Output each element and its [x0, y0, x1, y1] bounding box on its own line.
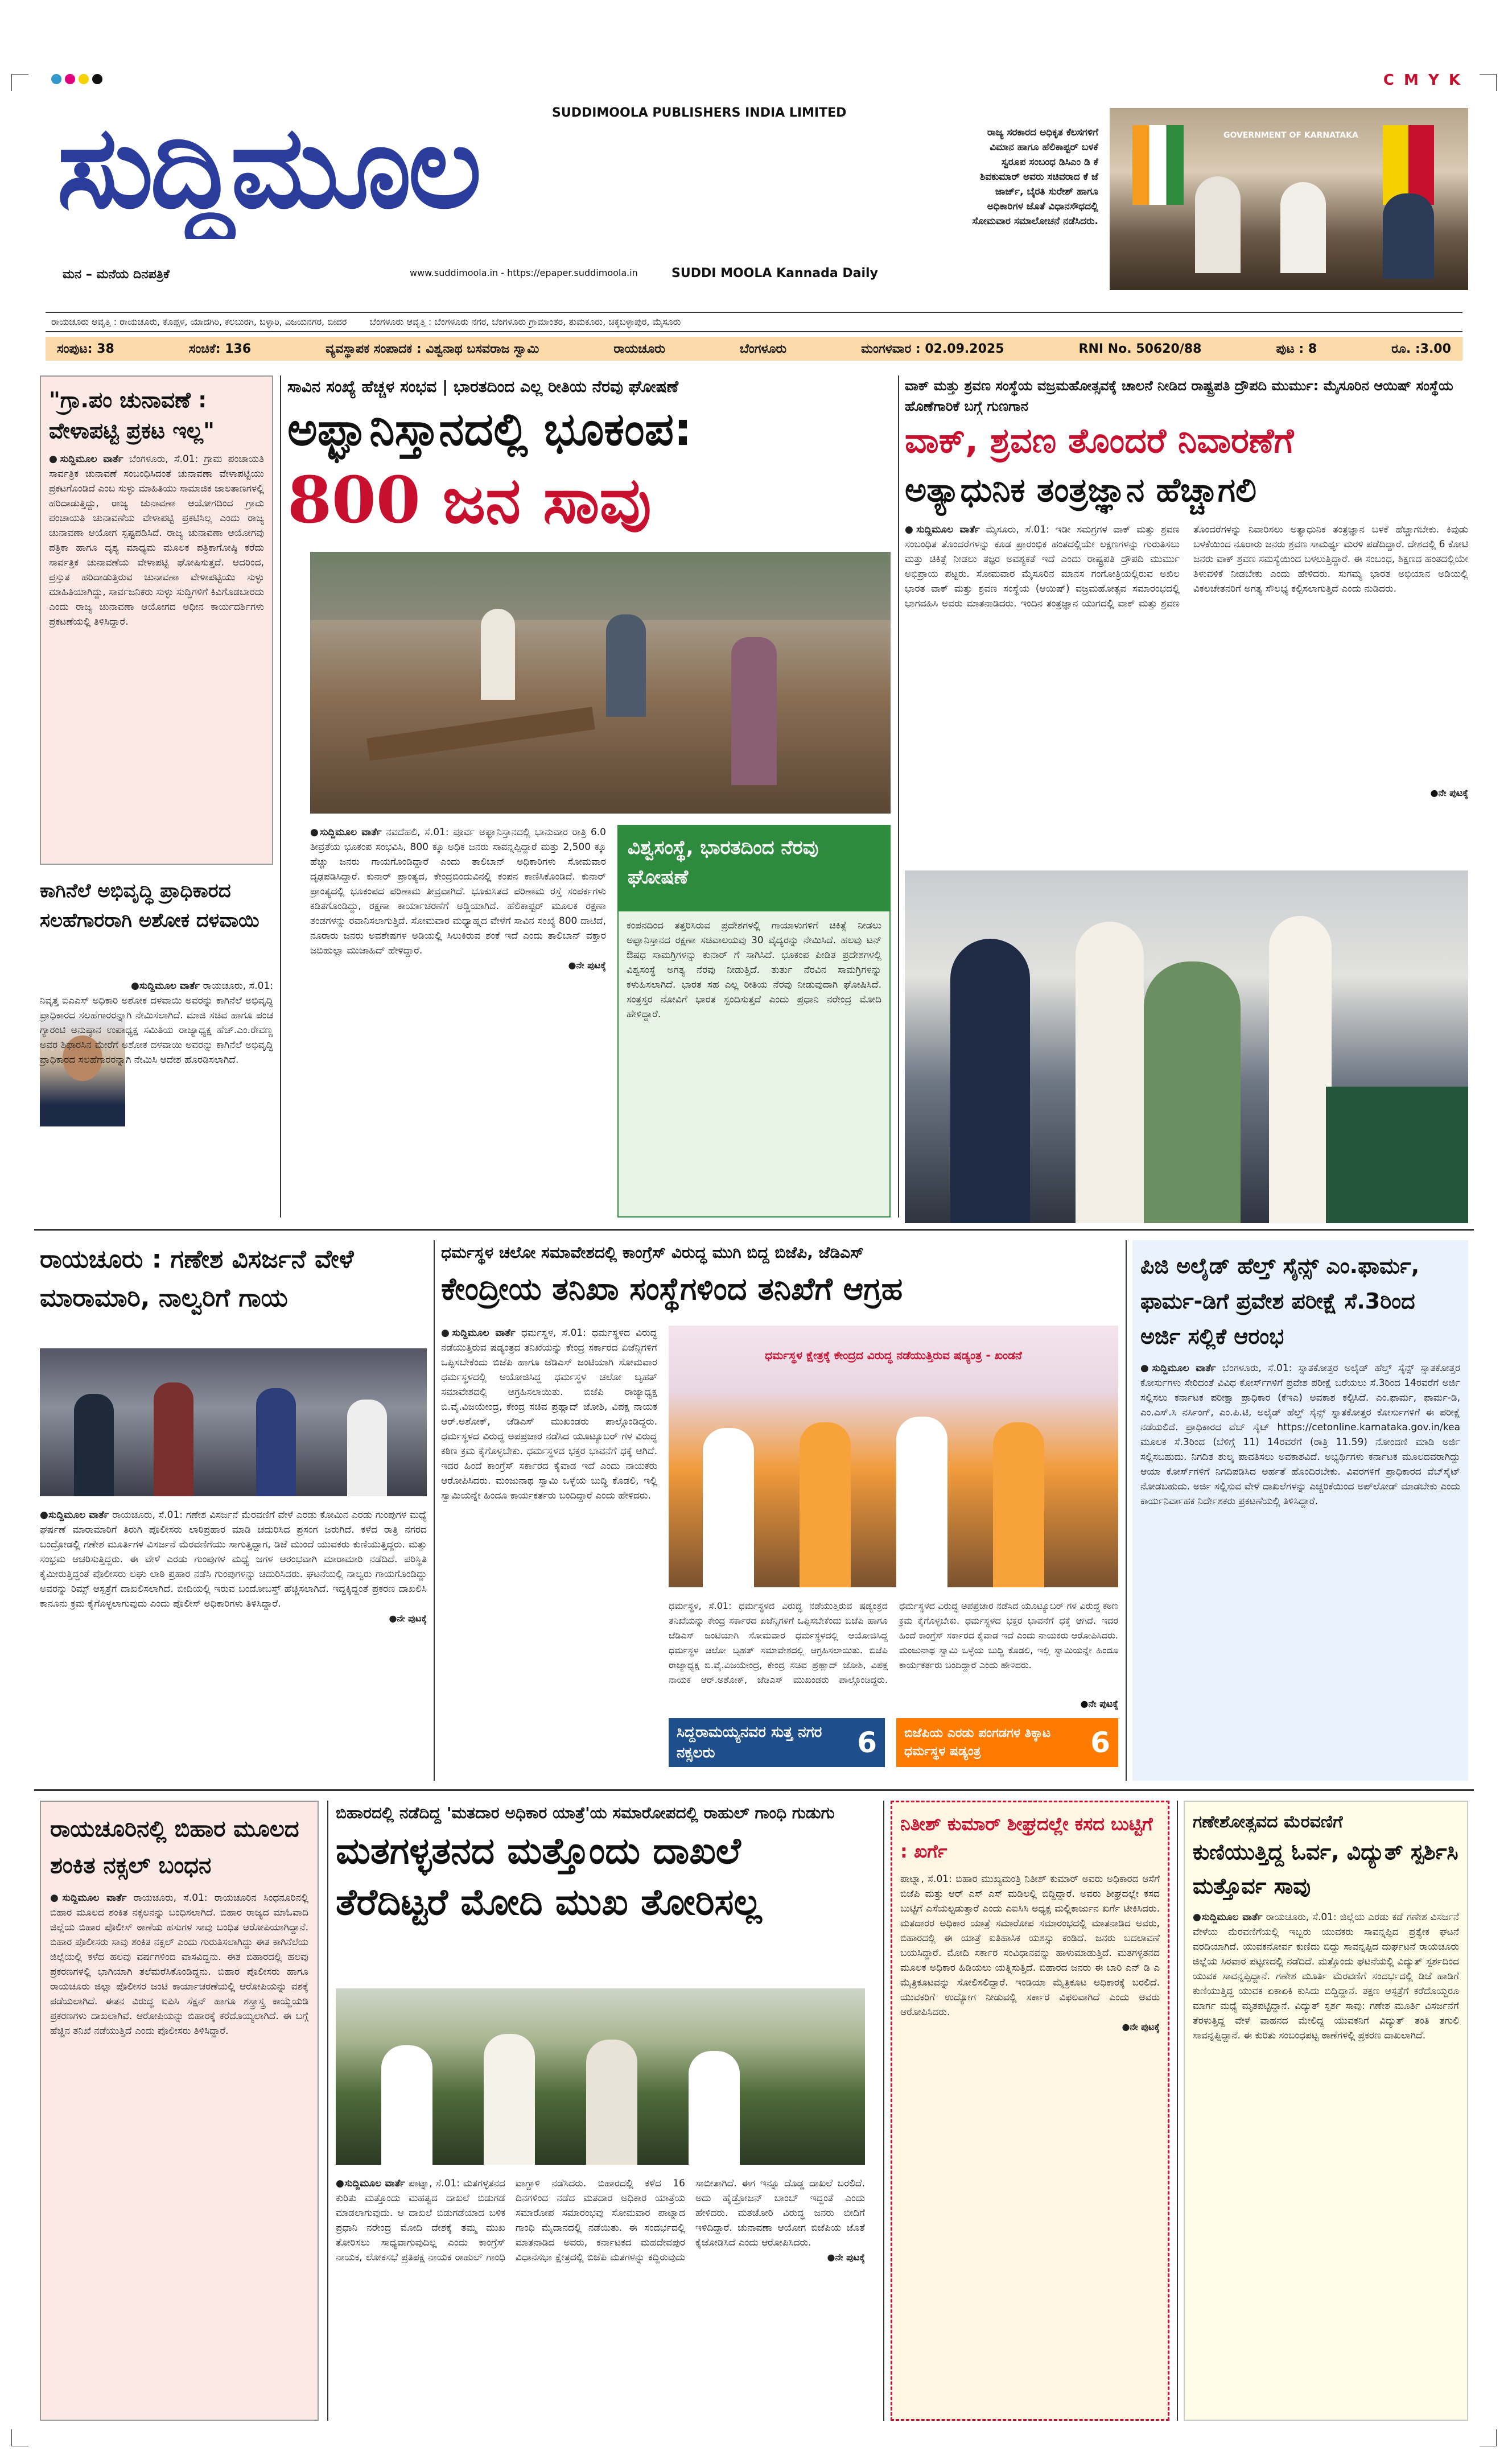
row3-right-body: ರಾಯಚೂರು, ಸೆ.01: ಜಿಲ್ಲೆಯ ಎರಡು ಕಡೆ ಗಣೇಶ ವಿಸರ್ಜನೆ ವೇಳೆಯ ಮೆರವಣಿಗೆಯಲ್ಲಿ ಇಬ್ಬರು ಯುವಕರು ಸಾವನ್ನಪ್ಪಿದ ಪ್ರತ್ಯೇಕ ಘಟನೆ ವರದಿಯಾಗಿದೆ. ಯುವಕನೋರ್ವ ಕುಣಿದು ಬಿದ್ದು ಸಾವನ್ನಪ್ಪಿದ ದುರ್ಘಟನೆ ರಾಯಚೂರು ಜಿಲ್ಲೆಯ ಸಿರವಾರ ಪಟ್ಟಣದಲ್ಲಿ ನಡೆದಿದೆ. ಮತ್ತೊಂದು ಘಟನೆಯಲ್ಲಿ ವಿದ್ಯುತ್ ಸ್ಪರ್ಶದಿಂದ ಯುವಕ ಸಾವನ್ನಪ್ಪಿದ್ದಾನೆ. ಗಣೇಶ ಮೂರ್ತಿ ಮೆರವಣಿಗೆ ಸಂದರ್ಭದಲ್ಲಿ ಡಿಜೆ ಹಾಡಿಗೆ ಕುಣಿಯುತ್ತಿದ್ದ ಯುವಕ ಏಕಾಏಕಿ ಕುಸಿದು ಬಿದ್ದಿದ್ದಾನೆ. ತಕ್ಷಣ ಆಸ್ಪತ್ರೆಗೆ ಕರೆದೊಯ್ದರೂ ಮಾರ್ಗ ಮಧ್ಯೆ ಮೃತಪಟ್ಟಿದ್ದಾನೆ. ವಿದ್ಯುತ್ ಸ್ಪರ್ಶ ಸಾವು: ಗಣೇಶ ಮೂರ್ತಿ ವಿಸರ್ಜನೆಗೆ ತೆರಳುತ್ತಿದ್ದ ವೇಳೆ ವಾಹನದ ಮೇಲಿದ್ದ ಯುವಕನಿಗೆ ವಿದ್ಯುತ್ ತಂತಿ ತಗುಲಿ ಸಾವನ್ನಪ್ಪಿದ್ದಾನೆ. ಈ ಕುರಿತು ಸಂಬಂಧಪಟ್ಟ ಠಾಣೆಗಳಲ್ಲಿ ಪ್ರಕರಣ ದಾಖಲಾಗಿದೆ.: [1193, 1912, 1459, 2041]
divider: [327, 1801, 328, 2421]
info-volume: ಸಂಪುಟ: 38: [57, 341, 114, 356]
row2-mid-credit: ●ನೇ ಪುಟಕ್ಕೆ: [1080, 1698, 1118, 1709]
row3-mid-credit: ●ನೇ ಪುಟಕ್ಕೆ: [827, 2252, 865, 2263]
row2-left-article: [40, 1240, 427, 1781]
crop-mark-bl: [11, 2429, 28, 2446]
masthead: [57, 91, 990, 307]
divider: [883, 1801, 884, 2421]
divider: [1177, 1801, 1178, 2421]
row3-mid-photo: [336, 1988, 865, 2165]
teaser-2-text: ಬಿಜೆಪಿಯ ಎರಡು ಪಂಗಡಗಳ ತಿಕ್ಕಾಟ ಧರ್ಮಸ್ಥಳ ಷಡ್ಯಂತ್ರ: [904, 1726, 1051, 1759]
row2-left-photo: [40, 1348, 427, 1496]
lead-kicker: ಸಾವಿನ ಸಂಖ್ಯೆ ಹೆಚ್ಚಳ ಸಂಭವ | ಭಾರತದಿಂದ ಎಲ್ಲ ರೀತಿಯ ನೆರವು ಘೋಷಣೆ: [287, 377, 679, 396]
row3-mid-kicker: ಬಿಹಾರದಲ್ಲಿ ನಡೆದಿದ್ದ 'ಮತದಾರ ಅಧಿಕಾರ ಯಾತ್ರೆ'ಯ ಸಮಾರೋಪದಲ್ಲಿ ರಾಹುಲ್ ಗಾಂಧಿ ಗುಡುಗು: [336, 1803, 835, 1822]
crop-mark-tl: [11, 74, 28, 91]
info-city1: ರಾಯಚೂರು: [613, 341, 665, 356]
edition-line: [46, 312, 1462, 332]
cmyk-label: C M Y K: [1383, 72, 1462, 89]
divider: [1126, 1240, 1127, 1781]
right-article-1: [905, 375, 1468, 1223]
divider: [898, 375, 899, 1217]
right1-kicker: ವಾಕ್ ಮತ್ತು ಶ್ರವಣ ಸಂಸ್ಥೆಯ ವಜ್ರಮಹೋತ್ಸವಕ್ಕೆ ಚಾಲನೆ ನೀಡಿದ ರಾಷ್ಟ್ರಪತಿ ದ್ರೌಪದಿ ಮುರ್ಮು: ಮೈಸೂರಿನ ಆಯಿಷ್ ಸಂಸ್ಥೆಯ ಹೊಣೆಗಾರಿಕೆ ಬಗ್ಗೆ ಗುಣಗಾನ: [905, 378, 1453, 414]
ear-photo: [1110, 108, 1468, 290]
lead-sub-body: ಕಂಪನದಿಂದ ತತ್ತರಿಸಿರುವ ಪ್ರದೇಶಗಳಲ್ಲಿ ಗಾಯಾಳುಗಳಿಗೆ ಚಿಕಿತ್ಸೆ ನೀಡಲು ಅಫ್ಘಾನಿಸ್ತಾನದ ರಕ್ಷಣಾ ಸಚಿವಾಲಯವು 30 ವೈದ್ಯರನ್ನು ನೇಮಿಸಿದೆ. ಹಲವು ಟನ್ ಔಷಧ ಸಾಮಗ್ರಿಗಳನ್ನು ಕುನಾರ್ ಗೆ ಸಾಗಿಸಿದೆ. ಭೂಕಂಪ ಪೀಡಿತ ಪ್ರದೇಶಗಳಲ್ಲಿ ವಿಶ್ವಸಂಸ್ಥೆ ಅಗತ್ಯ ನೆರವು ನೀಡುತ್ತಿದೆ. ತುರ್ತು ನೆರವಿನ ಸಾಮಗ್ರಿಗಳನ್ನು ಕಳುಹಿಸಲಾಗಿದೆ. ಭಾರತ ಸಹ ಎಲ್ಲ ರೀತಿಯ ನೆರವು ನೀಡುವುದಾಗಿ ಘೋಷಿಸಿದೆ. ಸಂತ್ರಸ್ತರ ನೋವಿಗೆ ಭಾರತ ಸ್ಪಂದಿಸುತ್ತದೆ ಎಂದು ಪ್ರಧಾನಿ ನರೇಂದ್ರ ಮೋದಿ ಹೇಳಿದ್ದಾರೆ.: [627, 920, 881, 1020]
row3-left-title: ರಾಯಚೂರಿನಲ್ಲಿ ಬಿಹಾರ ಮೂಲದ ಶಂಕಿತ ನಕ್ಸಲ್ ಬಂಧನ: [50, 1816, 299, 1879]
teaser-1-text: ಸಿದ್ದರಾಮಯ್ಯನವರ ಸುತ್ತ ನಗರ ನಕ್ಸಲರು: [677, 1724, 822, 1761]
crop-mark-br: [1480, 2429, 1497, 2446]
right1-byline: ●ಸುದ್ದಿಮೂಲ ವಾರ್ತೆ: [905, 524, 980, 535]
right1-photo: [905, 870, 1468, 1223]
row2-mid-kicker: ಧರ್ಮಸ್ಥಳ ಚಲೋ ಸಮಾವೇಶದಲ್ಲಿ ಕಾಂಗ್ರೆಸ್ ವಿರುದ್ಧ ಮುಗಿ ಬಿದ್ದ ಬಿಜೆಪಿ, ಜೆಡಿಎಸ್: [441, 1243, 864, 1262]
teaser-1-page: 6: [857, 1726, 877, 1759]
lead-article: [287, 375, 891, 1223]
info-pages: ಪುಟ : 8: [1276, 341, 1317, 356]
crop-mark-tr: [1480, 74, 1497, 91]
row2-right-title: ಪಿಜಿ ಅಲೈಡ್ ಹೆಲ್ತ್ ಸೈನ್ಸ್ ಎಂ.ಫಾರ್ಮ, ಫಾರ್ಮ-ಡಿಗೆ ಪ್ರವೇಶ ಪರೀಕ್ಷೆ ಸೆ.3ರಿಂದ ಅರ್ಜಿ ಸಲ್ಲಿಕೆ ಆರಂಭ: [1140, 1253, 1420, 1349]
row2-mid-body-cont: ಧರ್ಮಸ್ಥಳ, ಸೆ.01: ಧರ್ಮಸ್ಥಳದ ವಿರುದ್ಧ ನಡೆಯುತ್ತಿರುವ ಷಡ್ಯಂತ್ರದ ತನಿಖೆಯನ್ನು ಕೇಂದ್ರ ಸರ್ಕಾರದ ಏಜೆನ್ಸಿಗಳಿಗೆ ಒಪ್ಪಿಸಬೇಕೆಂದು ಬಿಜೆಪಿ ಹಾಗೂ ಜೆಡಿಎಸ್ ಜಂಟಿಯಾಗಿ ಸೋಮವಾರ ಧರ್ಮಸ್ಥಳದಲ್ಲಿ ಆಯೋಜಿಸಿದ್ದ ಧರ್ಮಸ್ಥಳ ಚಲೋ ಬೃಹತ್ ಸಮಾವೇಶದಲ್ಲಿ ಆಗ್ರಹಿಸಲಾಯಿತು. ಬಿಜೆಪಿ ರಾಜ್ಯಾಧ್ಯಕ್ಷ ಬಿ.ವೈ.ವಿಜಯೇಂದ್ರ, ಕೇಂದ್ರ ಸಚಿವ ಪ್ರಹ್ಲಾದ್ ಜೋಶಿ, ವಿಪಕ್ಷ ನಾಯಕ ಆರ್.ಅಶೋಕ್, ಜೆಡಿಎಸ್ ಮುಖಂಡರು ಪಾಲ್ಗೊಂಡಿದ್ದರು. ಧರ್ಮಸ್ಥಳದ ವಿರುದ್ಧ ಅಪಪ್ರಚಾರ ನಡೆಸಿದ ಯೂಟ್ಯೂಬರ್ ಗಳ ವಿರುದ್ಧ ಕಠಿಣ ಕ್ರಮ ಕೈಗೊಳ್ಳಬೇಕು. ಧರ್ಮಸ್ಥಳದ ಭಕ್ತರ ಭಾವನೆಗೆ ಧಕ್ಕೆ ಆಗಿದೆ. ಇದರ ಹಿಂದೆ ಕಾಂಗ್ರೆಸ್ ಸರ್ಕಾರದ ಕೈವಾಡ ಇದೆ ಎಂದು ನಾಯಕರು ಆರೋಪಿಸಿದರು. ಮಂಜುನಾಥ ಸ್ವಾಮಿ ಒಳ್ಳೆಯ ಬುದ್ಧಿ ಕೊಡಲಿ, ಇಲ್ಲಿ ಸ್ವಾಮಿಯನ್ನೇ ಹಿಂದೂ ಕಾರ್ಯಕರ್ತರು ಬಂದಿದ್ದಾರೆ ಎಂದು ಹೇಳಿದರು.: [669, 1600, 1118, 1685]
lead-byline: ●ಸುದ್ದಿಮೂಲ ವಾರ್ತೆ: [310, 827, 382, 838]
teaser-1[interactable]: [669, 1718, 885, 1767]
row2-mid-byline: ●ಸುದ್ದಿಮೂಲ ವಾರ್ತೆ: [441, 1327, 516, 1339]
left-article-1: [40, 375, 273, 865]
tagline: ಮನ – ಮನೆಯ ದಿನಪತ್ರಿಕೆ: [63, 267, 170, 282]
row3-mid-byline: ●ಸುದ್ದಿಮೂಲ ವಾರ್ತೆ: [336, 2178, 406, 2189]
left2-byline: ●ಸುದ್ದಿಮೂಲ ವಾರ್ತೆ: [131, 980, 200, 992]
info-bar: [46, 337, 1462, 361]
row3-c3-credit: ●ನೇ ಪುಟಕ್ಕೆ: [1122, 2021, 1160, 2032]
edition-bengaluru: ಬೆಂಗಳೂರು ಆವೃತ್ತಿ : ಬೆಂಗಳೂರು ನಗರ, ಬೆಂಗಳೂರು ಗ್ರಾಮಾಂತರ, ತುಮಕೂರು, ಚಿಕ್ಕಬಳ್ಳಾಪುರ, ಮೈಸೂರು: [369, 316, 681, 327]
left1-title: "ಗ್ರಾ.ಪಂ ಚುನಾವಣೆ : ವೇಳಾಪಟ್ಟಿ ಪ್ರಕಟ ಇಲ್ಲ": [49, 387, 215, 443]
divider: [434, 1240, 435, 1781]
info-date: ಮಂಗಳವಾರ : 02.09.2025: [861, 341, 1004, 356]
row3-c3-article: [891, 1801, 1169, 2421]
row2-right-article: [1132, 1240, 1468, 1781]
lead-title: ಅಫ್ಘಾನಿಸ್ತಾನದಲ್ಲಿ ಭೂಕಂಪ:: [287, 403, 692, 456]
right1-body: ಮೈಸೂರು, ಸೆ.01: ಇಡೀ ಸಮಗ್ರಗಳ ವಾಕ್ ಮತ್ತು ಶ್ರವಣ ಸಂಬಂಧಿತ ತೊಂದರೆಗಳನ್ನು ಕೂಡ ಪ್ರಾರಂಭಿಕ ಹಂತದಲ್ಲಿಯೇ ಲಕ್ಷಣಗಳನ್ನು ಗುರುತಿಸಲು ಮತ್ತು ಚಿಕಿತ್ಸೆ ನೀಡಲು ತಜ್ಞರ ಅವಶ್ಯಕತೆ ಇದೆ ಎಂದು ರಾಷ್ಟ್ರಪತಿ ದ್ರೌಪದಿ ಮುರ್ಮು ಅಭಿಪ್ರಾಯ ಪಟ್ಟರು. ಸೋಮವಾರ ಮೈಸೂರಿನ ಮಾನಸ ಗಂಗೋತ್ರಿಯಲ್ಲಿರುವ ಅಖಿಲ ಭಾರತ ವಾಕ್ ಮತ್ತು ಶ್ರವಣ ಸಂಸ್ಥೆಯ (ಆಯಿಷ್) ವಜ್ರಮಹೋತ್ಸವ ಸಮಾರಂಭದಲ್ಲಿ ಭಾಗವಹಿಸಿ ಅವರು ಮಾತನಾಡಿದರು. ಇಂದಿನ ತಂತ್ರಜ್ಞಾನ ಯುಗದಲ್ಲಿ ವಾಕ್ ಮತ್ತು ಶ್ರವಣ ತೊಂದರೆಗಳನ್ನು ನಿವಾರಿಸಲು ಅತ್ಯಾಧುನಿಕ ತಂತ್ರಜ್ಞಾನ ಬಳಕೆ ಹೆಚ್ಚಾಗಬೇಕು. ಕಿವುಡು ಬಳಕೆಯಿಂದ ನೂರಾರು ಜನರು ಶ್ರವಣ ಸಾಮರ್ಥ್ಯ ಮರಳಿ ಪಡೆದಿದ್ದಾರೆ. ದೇಶದಲ್ಲಿ 6 ಕೋಟಿ ಜನರು ವಾಕ್ ಶ್ರವಣ ಸಮಸ್ಯೆಯಿಂದ ಬಳಲುತ್ತಿದ್ದಾರೆ. ಈ ಸಂಬಂಧ, ಶಿಕ್ಷಣದ ಹಂತದಲ್ಲಿಯೇ ತಿಳುವಳಿಕೆ ನೀಡಬೇಕು ಎಂದು ಹೇಳಿದರು. ಸುಗಮ್ಯ ಭಾರತ ಅಭಿಯಾನ ಅಡಿಯಲ್ಲಿ ವಿಕಲಚೇತನರಿಗೆ ಅಗತ್ಯ ಸೌಲಭ್ಯ ಕಲ್ಪಿಸಲಾಗುತ್ತಿದೆ ಎಂದು ನುಡಿದರು.: [905, 524, 1468, 609]
row3-mid-article: [336, 1801, 876, 2421]
divider: [34, 1229, 1474, 1231]
row2-mid-article: [441, 1240, 1118, 1786]
publisher-name: SUDDIMOOLA PUBLISHERS INDIA LIMITED: [552, 106, 847, 120]
lead-sub-box: [617, 825, 891, 1217]
lead-body: ನವದೆಹಲಿ, ಸೆ.01: ಪೂರ್ವ ಅಫ್ಘಾನಿಸ್ತಾನದಲ್ಲಿ ಭಾನುವಾರ ರಾತ್ರಿ 6.0 ತೀವ್ರತೆಯ ಭೂಕಂಪ ಸಂಭವಿಸಿ, 800 ಕ್ಕೂ ಅಧಿಕ ಜನರು ಸಾವನ್ನಪ್ಪಿದ್ದಾರೆ ಮತ್ತು 2,500 ಕ್ಕೂ ಹೆಚ್ಚು ಜನರು ಗಾಯಗೊಂಡಿದ್ದಾರೆ ಎಂದು ತಾಲಿಬಾನ್ ಅಧಿಕಾರಿಗಳು ಸೋಮವಾರ ದೃಢಪಡಿಸಿದ್ದಾರೆ. ಕುನಾರ್ ಪ್ರಾಂತ್ಯದ, ಕೇಂದ್ರಬಿಂದುವಿನಲ್ಲಿ ಕಂಪನ ಕಾಣಿಸಿಕೊಂಡಿದೆ. ಕುನಾರ್ ಪ್ರಾಂತ್ಯದಲ್ಲಿ ಭೂಕಂಪದ ಪರಿಣಾಮ ತೀವ್ರವಾಗಿದೆ. ಭೂಕುಸಿತದ ಪರಿಣಾಮ ರಸ್ತೆ ಸಂಪರ್ಕಗಳು ಕಡಿತಗೊಂಡಿದ್ದು, ರಕ್ಷಣಾ ಕಾರ್ಯಾಚರಣೆಗೆ ಅಡ್ಡಿಯಾಗಿದೆ. ಹೆಲಿಕಾಪ್ಟರ್ ಮೂಲಕ ರಕ್ಷಣಾ ತಂಡಗಳನ್ನು ರವಾನಿಸಲಾಗುತ್ತಿದೆ. ಸೋಮವಾರ ಮಧ್ಯಾಹ್ನದ ವೇಳೆಗೆ ಸಾವಿನ ಸಂಖ್ಯೆ 800 ದಾಟಿದೆ, ನೂರಾರು ಜನರು ಅವಶೇಷಗಳ ಅಡಿಯಲ್ಲಿ ಸಿಲುಕಿರುವ ಶಂಕೆ ಇದೆ ಎಂದು ತಾಲಿಬಾನ್ ವಕ್ತಾರ ಜಬಿಹುಲ್ಲಾ ಮುಜಾಹಿದ್ ಹೇಳಿದ್ದಾರೆ.: [310, 827, 606, 956]
ear-panel: [967, 108, 1468, 290]
row3-mid-title-2: ತೆರೆದಿಟ್ಟರೆ ಮೋದಿ ಮುಖ ತೋರಿಸಲ್ಲ: [336, 1881, 762, 1924]
row2-left-title: ರಾಯಚೂರು : ಗಣೇಶ ವಿಸರ್ಜನೆ ವೇಳೆ ಮಾರಾಮಾರಿ, ನಾಲ್ವರಿಗೆ ಗಾಯ: [40, 1245, 354, 1313]
row3-right-article: [1184, 1801, 1468, 2421]
right1-title-2: ಅತ್ಯಾಧುನಿಕ ತಂತ್ರಜ್ಞಾನ ಹೆಚ್ಚಾಗಲಿ: [905, 470, 1257, 509]
row3-mid-title: ಮತಗಳ್ಳತನದ ಮತ್ತೊಂದು ದಾಖಲೆ: [336, 1830, 741, 1872]
ear-text: ರಾಜ್ಯ ಸರಕಾರದ ಅಧಿಕೃತ ಕೆಲಸಗಳಿಗೆ ವಿಮಾನ ಹಾಗೂ ಹೆಲಿಕಾಪ್ಟರ್ ಬಳಕೆ ಸ್ವರೂಪ ಸಂಬಂಧ ಡಿಸಿಎಂ ಡಿ ಕೆ ಶಿವಕುಮಾರ್ ಅವರು ಸಚಿವರಾದ ಕೆ ಜೆ ಜಾರ್ಜ್, ಬೈರತಿ ಸುರೇಶ್ ಹಾಗೂ ಅಧಿಕಾರಿಗಳ ಜೊತೆ ವಿಧಾನಸೌಧದಲ್ಲಿ ಸೋಮವಾರ ಸಮಾಲೋಚನೆ ನಡೆಸಿದರು.: [972, 127, 1098, 227]
row2-mid-title: ಕೇಂದ್ರೀಯ ತನಿಖಾ ಸಂಸ್ಥೆಗಳಿಂದ ತನಿಖೆಗೆ ಆಗ್ರಹ: [441, 1271, 903, 1307]
row3-left-body: ರಾಯಚೂರು, ಸೆ.01: ರಾಯಚೂರಿನ ಸಿಂಧನೂರಿನಲ್ಲಿ ಬಿಹಾರ ಮೂಲದ ಶಂಕಿತ ನಕ್ಸಲನನ್ನು ಬಂಧಿಸಲಾಗಿದೆ. ಬಿಹಾರ ರಾಜ್ಯದ ಮಾಓವಾದಿ ಜಿಲ್ಲೆಯ ಬಿಹಾರ ಪೊಲೀಸ್ ಠಾಣೆಯ ಹಸುಗಳ ಸಾವು ಬಂಧಿತ ಆರೋಪಿಯಾಗಿದ್ದಾನೆ. ಬಿಹಾರ ಪೊಲೀಸರು ಸಾವು ಶಂಕಿತ ನಕ್ಸಲ್ ಎಂದು ಗುರುತಿಸಲಾಗಿದ್ದು ಈತ ಕಾಗಿನೆಲೆಯ ಜಿಲ್ಲೆಯಲ್ಲಿ ಕಳೆದ ಹಲವು ವರ್ಷಗಳಿಂದ ವಾಸವಿದ್ದನು. ಈತ ಬಿಹಾರದಲ್ಲಿ ಹಲವು ಪ್ರಕರಣಗಳಲ್ಲಿ ಭಾಗಿಯಾಗಿ ತಲೆಮರೆಸಿಕೊಂಡಿದ್ದನು. ಬಿಹಾರ ಪೊಲೀಸರು ಹಾಗೂ ರಾಯಚೂರು ಜಿಲ್ಲಾ ಪೊಲೀಸರ ಜಂಟಿ ಕಾರ್ಯಾಚರಣೆಯಲ್ಲಿ ಆರೋಪಿಯನ್ನು ವಶಕ್ಕೆ ಪಡೆಯಲಾಗಿದೆ. ಈತನ ವಿರುದ್ಧ ಐಪಿಸಿ ಸೆಕ್ಷನ್ ಹಾಗೂ ಶಸ್ತ್ರಾಸ್ತ್ರ ಕಾಯ್ದೆಯಡಿ ಪ್ರಕರಣಗಳು ದಾಖಲಾಗಿವೆ. ಆರೋಪಿಯನ್ನು ಬಿಹಾರಕ್ಕೆ ಕರೆದೊಯ್ಯಲಾಗಿದೆ. ಈ ಬಗ್ಗೆ ಹೆಚ್ಚಿನ ತನಿಖೆ ನಡೆಯುತ್ತಿದೆ ಎಂದು ಪೊಲೀಸರು ತಿಳಿಸಿದ್ದಾರೆ.: [50, 1892, 308, 2037]
ear-sign: GOVERNMENT OF KARNATAKA: [1223, 131, 1358, 140]
row2-left-body: ರಾಯಚೂರು, ಸೆ.01: ಗಣೇಶ ವಿಸರ್ಜನೆ ಮೆರವಣಿಗೆ ವೇಳೆ ಎರಡು ಕೋಮಿನ ಎರಡು ಗುಂಪುಗಳ ಮಧ್ಯೆ ಘರ್ಷಣೆ ಮಾರಾಮಾರಿಗೆ ತಿರುಗಿ ಪೊಲೀಸರು ಲಾಠಿಪ್ರಹಾರ ಮಾಡಿ ಚದುರಿಸಿದ ಪ್ರಸಂಗ ಜರುಗಿದೆ. ಕಳೆದ ರಾತ್ರಿ ನಗರದ ಬಂದ್ರೋಡಲ್ಲಿ ಗಣೇಶ ಮೂರ್ತಿಗಳ ವಿಸರ್ಜನೆ ಮೆರವಣಿಗೆಯು ಸಾಗುತ್ತಿದ್ದಾಗ, ಡಿಜೆ ಮುಂದೆ ಯುವಕರು ಕುಣಿಯುತ್ತಿದ್ದರು. ಮತ್ತು ಸಂಭ್ರಮ ಆಚರಿಸುತ್ತಿದ್ದರು. ಈ ವೇಳೆ ಎರಡು ಗುಂಪುಗಳ ಮಧ್ಯೆ ಜಗಳ ಆರಂಭವಾಗಿ ಮಾರಾಮಾರಿ ನಡೆದಿದೆ. ಪರಿಸ್ಥಿತಿ ಕೈಮೀರುತ್ತಿದ್ದಂತೆ ಪೊಲೀಸರು ಲಘು ಲಾಠಿ ಪ್ರಹಾರ ನಡೆಸಿ ಗುಂಪುಗಳನ್ನು ಚದುರಿಸಿದರು. ಘಟನೆಯಲ್ಲಿ ನಾಲ್ವರು ಗಾಯಗೊಂಡಿದ್ದು ಅವರನ್ನು ರಿಮ್ಸ್ ಆಸ್ಪತ್ರೆಗೆ ದಾಖಲಿಸಲಾಗಿದೆ. ಬೀದಿಯಲ್ಲಿ ಇರುವ ಬಂದೋಬಸ್ತ್ ಹೆಚ್ಚಿಸಲಾಗಿದೆ. ಇದ್ದಕ್ಕಿದ್ದಂತೆ ಪ್ರಕರಣ ದಾಖಲಿಸಿ ಕಾನೂನು ಕ್ರಮ ಕೈಗೊಳ್ಳಲಾಗುವುದು ಎಂದು ಪೊಲೀಸ್ ಅಧಿಕಾರಿಗಳು ತಿಳಿಸಿದ್ದಾರೆ.: [40, 1509, 427, 1609]
row3-c3-title: ನಿತೀಶ್ ಕುಮಾರ್ ಶೀಘ್ರದಲ್ಲೇ ಕಸದ ಬುಟ್ಟಿಗೆ : ಖರ್ಗೆ: [900, 1813, 1153, 1862]
left-article-2: [40, 876, 273, 1217]
row3-right-kicker: ಗಣೇಶೋತ್ಸವದ ಮೆರವಣಿಗೆ: [1193, 1812, 1343, 1832]
row2-right-body: ಬೆಂಗಳೂರು, ಸೆ.01: ಸ್ನಾತಕೋತ್ತರ ಅಲೈಡ್ ಹೆಲ್ತ್ ಸೈನ್ಸ್ ಸ್ನಾತಕೋತ್ತರ ಕೋರ್ಸುಗಳು ಸೇರಿದಂತೆ ವಿವಿಧ ಕೋರ್ಸ್‌ಗಳಿಗೆ ಪ್ರವೇಶ ಪರೀಕ್ಷೆ ಬರೆಯಲು ಸೆ.3ರಿಂದ 14ರವರೆಗೆ ಅರ್ಜಿ ಸಲ್ಲಿಸಲು ಕರ್ನಾಟಕ ಪರೀಕ್ಷಾ ಪ್ರಾಧಿಕಾರ (ಕೆಇಎ) ಅವಕಾಶ ಕಲ್ಪಿಸಿದೆ. ಎಂ.ಫಾರ್ಮ, ಫಾರ್ಮ-ಡಿ, ಎಂ.ಎಸ್.ಸಿ ನರ್ಸಿಂಗ್, ಎಂ.ಪಿ.ಟಿ, ಅಲೈಡ್ ಹೆಲ್ತ್ ಸೈನ್ಸ್ ಸ್ನಾತಕೋತ್ತರ ಕೋರ್ಸುಗಳಿಗೆ ಈ ಪರೀಕ್ಷೆ ನಡೆಯಲಿದೆ. ಪ್ರಾಧಿಕಾರದ ವೆಬ್ ಸೈಟ್ https://cetonline.karnataka.gov.in/kea ಮೂಲಕ ಸೆ.3ರಿಂದ (ಬೆಳಿಗ್ಗೆ 11) 14ರವರೆಗೆ (ರಾತ್ರಿ 11.59) ನೋಂದಣಿ ಮಾಡಿ ಅರ್ಜಿ ಸಲ್ಲಿಸಬಹುದು. ನಿಗದಿತ ಶುಲ್ಕ ಪಾವತಿಸಲು ಅವಕಾಶವಿದೆ. ಅಭ್ಯರ್ಥಿಗಳು ಕರ್ನಾಟಕ ಮೂಲದವರಾಗಿದ್ದು ಆಯಾ ಕೋರ್ಸ್‌ಗಳಿಗೆ ನಿಗದಿಪಡಿಸಿದ ಅರ್ಹತೆ ಹೊಂದಿರಬೇಕು. ವಿವರಗಳಿಗೆ ಪ್ರಾಧಿಕಾರದ ವೆಬ್‌ಸೈಟ್ ನೋಡಬಹುದು. ಅರ್ಜಿ ಸಲ್ಲಿಸುವ ವೇಳೆ ದಾಖಲೆಗಳನ್ನು ಎಚ್ಚರಿಕೆಯಿಂದ ಅಪ್‌ಲೋಡ್ ಮಾಡಬೇಕು ಎಂದು ಕಾರ್ಯನಿರ್ವಾಹಕ ನಿರ್ದೇಶಕರು ಪ್ರಕಟಣೆಯಲ್ಲಿ ತಿಳಿಸಿದ್ದಾರೆ.: [1140, 1363, 1460, 1507]
teaser-2-page: 6: [1090, 1726, 1110, 1759]
lead-credit: ●ನೇ ಪುಟಕ್ಕೆ: [568, 960, 606, 971]
divider: [280, 375, 281, 1217]
row2-left-byline: ●ಸುದ್ದಿಮೂಲ ವಾರ್ತೆ: [40, 1509, 109, 1521]
registration-dots: [51, 74, 102, 84]
row3-mid-body: ಪಾಟ್ನಾ, ಸೆ.01: ಮತಗಳ್ಳತನದ ಕುರಿತು ಮತ್ತೊಂದು ಮಹತ್ವದ ದಾಖಲೆ ಬಿಡುಗಡೆ ಮಾಡಲಾಗುವುದು. ಆ ದಾಖಲೆ ಬಿಡುಗಡೆಯಾದ ಬಳಿಕ ಪ್ರಧಾನಿ ನರೇಂದ್ರ ಮೋದಿ ದೇಶಕ್ಕೆ ತಮ್ಮ ಮುಖ ತೋರಿಸಲು ಸಾಧ್ಯವಾಗುವುದಿಲ್ಲ ಎಂದು ಕಾಂಗ್ರೆಸ್ ನಾಯಕ, ಲೋಕಸಭೆ ಪ್ರತಿಪಕ್ಷ ನಾಯಕ ರಾಹುಲ್ ಗಾಂಧಿ ವಾಗ್ದಾಳಿ ನಡೆಸಿದರು. ಬಿಹಾರದಲ್ಲಿ ಕಳೆದ 16 ದಿನಗಳಿಂದ ನಡೆದ ಮತದಾರ ಅಧಿಕಾರ ಯಾತ್ರೆಯ ಸಮಾರೋಪ ಸಮಾರಂಭವು ಸೋಮವಾರ ಪಾಟ್ನಾದ ಗಾಂಧಿ ಮೈದಾನದಲ್ಲಿ ನಡೆಯಿತು. ಈ ಸಂದರ್ಭದಲ್ಲಿ ಮಾತನಾಡಿದ ಅವರು, ಕರ್ನಾಟಕದ ಮಹದೇವಪುರ ವಿಧಾನಸಭಾ ಕ್ಷೇತ್ರದಲ್ಲಿ ಬಿಜೆಪಿ ಮತಗಳನ್ನು ಕದ್ದಿರುವುದು ಸಾಬೀತಾಗಿದೆ. ಈಗ ಇನ್ನೂ ದೊಡ್ಡ ದಾಖಲೆ ಬರಲಿದೆ. ಅದು ಹೈಡ್ರೋಜನ್ ಬಾಂಬ್ ಇದ್ದಂತೆ ಎಂದು ಹೇಳಿದರು. ಮತಚೋರಿ ವಿರುದ್ಧ ಜನರು ಬೀದಿಗೆ ಇಳಿದಿದ್ದಾರೆ. ಚುನಾವಣಾ ಆಯೋಗ ಬಿಜೆಪಿಯ ಜೊತೆ ಕೈಜೋಡಿಸಿದೆ ಎಂದು ಆರೋಪಿಸಿದರು.: [336, 2178, 865, 2263]
lead-title-2: 800 ಜನ ಸಾವು: [287, 463, 652, 538]
masthead-logo: ಸುದ್ದಿಮೂಲ: [57, 101, 479, 234]
row2-mid-photo: [669, 1326, 1118, 1587]
lead-sub-title: ವಿಶ್ವಸಂಸ್ಥೆ, ಭಾರತದಿಂದ ನೆರವು ಘೋಷಣೆ: [619, 826, 889, 911]
info-issue: ಸಂಚಿಕೆ: 136: [188, 341, 252, 356]
left1-byline: ●ಸುದ್ದಿಮೂಲ ವಾರ್ತೆ: [49, 453, 123, 465]
divider: [34, 1789, 1474, 1791]
row2-mid-banner: ಧರ್ಮಸ್ಥಳ ಕ್ಷೇತ್ರಕ್ಕೆ ಕೇಂದ್ರದ ವಿರುದ್ಧ ನಡೆಯುತ್ತಿರುವ ಷಡ್ಯಂತ್ರ - ಖಂಡನೆ: [765, 1348, 1022, 1362]
row3-right-byline: ●ಸುದ್ದಿಮೂಲ ವಾರ್ತೆ: [1193, 1912, 1263, 1923]
info-price: ರೂ. :3.00: [1391, 341, 1451, 356]
right1-title: ವಾಕ್, ಶ್ರವಣ ತೊಂದರೆ ನಿವಾರಣೆಗೆ: [905, 421, 1294, 461]
left2-title: ಕಾಗಿನೆಲೆ ಅಭಿವೃದ್ಧಿ ಪ್ರಾಧಿಕಾರದ ಸಲಹೆಗಾರರಾಗಿ ಅಶೋಕ ದಳವಾಯಿ: [40, 880, 259, 932]
row2-right-byline: ●ಸುದ್ದಿಮೂಲ ವಾರ್ತೆ: [1140, 1363, 1216, 1374]
row3-left-byline: ●ಸುದ್ದಿಮೂಲ ವಾರ್ತೆ: [50, 1892, 127, 1904]
row3-right-title: ಕುಣಿಯುತ್ತಿದ್ದ ಓರ್ವ, ವಿದ್ಯುತ್ ಸ್ಪರ್ಶಿಸಿ ಮತ್ತೊರ್ವ ಸಾವು: [1193, 1839, 1458, 1898]
row2-left-credit: ●ನೇ ಪುಟಕ್ಕೆ: [389, 1613, 427, 1624]
urls: www.suddimoola.in - https://epaper.suddimoola.in: [410, 267, 638, 278]
left2-body: ರಾಯಚೂರು, ಸೆ.01: ನಿವೃತ್ತ ಐಎಎಸ್ ಅಧಿಕಾರಿ ಅಶೋಕ ದಳವಾಯಿ ಅವರನ್ನು ಕಾಗಿನೆಲೆ ಅಭಿವೃದ್ಧಿ ಪ್ರಾಧಿಕಾರದ ಸಲಹೆಗಾರರನ್ನಾಗಿ ನೇಮಿಸಲಾಗಿದೆ. ಮಾಜಿ ಸಚಿವ ಹಾಗೂ ಪಂಚ ಗ್ಯಾರಂಟಿ ಅನುಷ್ಠಾನ ಉಪಾಧ್ಯಕ್ಷ ಸಮಿತಿಯ ರಾಜ್ಯಾಧ್ಯಕ್ಷ ಹೆಚ್.ಎಂ.ರೇವಣ್ಣ ಅವರ ಶಿಫಾರಸಿನ ಮೇರೆಗೆ ಅಶೋಕ ದಳವಾಯಿ ಅವರನ್ನು ಕಾಗಿನೆಲೆ ಅಭಿವೃದ್ಧಿ ಪ್ರಾಧಿಕಾರದ ಸಲಹೆಗಾರರನ್ನಾಗಿ ನೇಮಿಸಿ ಆದೇಶ ಹೊರಡಿಸಲಾಗಿದೆ.: [40, 980, 273, 1066]
row2-mid-body: ಧರ್ಮಸ್ಥಳ, ಸೆ.01: ಧರ್ಮಸ್ಥಳದ ವಿರುದ್ಧ ನಡೆಯುತ್ತಿರುವ ಷಡ್ಯಂತ್ರದ ತನಿಖೆಯನ್ನು ಕೇಂದ್ರ ಸರ್ಕಾರದ ಏಜೆನ್ಸಿಗಳಿಗೆ ಒಪ್ಪಿಸಬೇಕೆಂದು ಬಿಜೆಪಿ ಹಾಗೂ ಜೆಡಿಎಸ್ ಜಂಟಿಯಾಗಿ ಸೋಮವಾರ ಧರ್ಮಸ್ಥಳದಲ್ಲಿ ಆಯೋಜಿಸಿದ್ದ ಧರ್ಮಸ್ಥಳ ಚಲೋ ಬೃಹತ್ ಸಮಾವೇಶದಲ್ಲಿ ಆಗ್ರಹಿಸಲಾಯಿತು. ಬಿಜೆಪಿ ರಾಜ್ಯಾಧ್ಯಕ್ಷ ಬಿ.ವೈ.ವಿಜಯೇಂದ್ರ, ಕೇಂದ್ರ ಸಚಿವ ಪ್ರಹ್ಲಾದ್ ಜೋಶಿ, ವಿಪಕ್ಷ ನಾಯಕ ಆರ್.ಅಶೋಕ್, ಜೆಡಿಎಸ್ ಮುಖಂಡರು ಪಾಲ್ಗೊಂಡಿದ್ದರು. ಧರ್ಮಸ್ಥಳದ ವಿರುದ್ಧ ಅಪಪ್ರಚಾರ ನಡೆಸಿದ ಯೂಟ್ಯೂಬರ್ ಗಳ ವಿರುದ್ಧ ಕಠಿಣ ಕ್ರಮ ಕೈಗೊಳ್ಳಬೇಕು. ಧರ್ಮಸ್ಥಳದ ಭಕ್ತರ ಭಾವನೆಗೆ ಧಕ್ಕೆ ಆಗಿದೆ. ಇದರ ಹಿಂದೆ ಕಾಂಗ್ರೆಸ್ ಸರ್ಕಾರದ ಕೈವಾಡ ಇದೆ ಎಂದು ನಾಯಕರು ಆರೋಪಿಸಿದರು. ಮಂಜುನಾಥ ಸ್ವಾಮಿ ಒಳ್ಳೆಯ ಬುದ್ಧಿ ಕೊಡಲಿ, ಇಲ್ಲಿ ಸ್ವಾಮಿಯನ್ನೇ ಹಿಂದೂ ಕಾರ್ಯಕರ್ತರು ಬಂದಿದ್ದಾರೆ ಎಂದು ಹೇಳಿದರು.: [441, 1327, 657, 1501]
lead-photo: [310, 552, 891, 814]
row3-left-article: [40, 1801, 319, 2421]
kannada-daily: SUDDI MOOLA Kannada Daily: [671, 266, 878, 280]
info-editor: ವ್ಯವಸ್ಥಾಪಕ ಸಂಪಾದಕ : ವಿಶ್ವನಾಥ ಬಸವರಾಜ ಸ್ವಾಮಿ: [326, 341, 539, 356]
right1-credit: ●ನೇ ಪುಟಕ್ಕೆ: [1430, 787, 1468, 798]
row3-c3-body: ಪಾಟ್ನಾ, ಸೆ.01: ಬಿಹಾರ ಮುಖ್ಯಮಂತ್ರಿ ನಿತೀಶ್ ಕುಮಾರ್ ಅವರು ಅಧಿಕಾರದ ಆಸೆಗೆ ಬಿಜೆಪಿ ಮತ್ತು ಆರ್ ಎಸ್ ಎಸ್ ಮಡಿಲಲ್ಲಿ ಬಿದ್ದಿದ್ದಾರೆ. ಅವರು ಶೀಘ್ರದಲ್ಲೇ ಕಸದ ಬುಟ್ಟಿಗೆ ಎಸೆಯಲ್ಪಡುತ್ತಾರೆ ಎಂದು ಎಐಸಿಸಿ ಅಧ್ಯಕ್ಷ ಮಲ್ಲಿಕಾರ್ಜುನ ಖರ್ಗೆ ಟೀಕಿಸಿದರು. ಮತದಾರರ ಅಧಿಕಾರ ಯಾತ್ರೆ ಸಮಾರೋಪ ಸಮಾರಂಭದಲ್ಲಿ ಮಾತನಾಡಿದ ಅವರು, ಬಿಹಾರದಲ್ಲಿ ಈ ಯಾತ್ರೆ ಐತಿಹಾಸಿಕ ಯಶಸ್ಸು ಕಂಡಿದೆ. ಜನರು ಬದಲಾವಣೆ ಬಯಸಿದ್ದಾರೆ. ಮೋದಿ ಸರ್ಕಾರ ಸಂವಿಧಾನವನ್ನು ಹಾಳುಮಾಡುತ್ತಿದೆ. ಮತಗಳ್ಳತನದ ಮೂಲಕ ಅಧಿಕಾರ ಹಿಡಿಯಲು ಯತ್ನಿಸುತ್ತಿದೆ. ಬಿಹಾರದ ಜನರು ಈ ಬಾರಿ ಎನ್ ಡಿ ಎ ಮೈತ್ರಿಕೂಟವನ್ನು ಸೋಲಿಸಲಿದ್ದಾರೆ. ಇಂಡಿಯಾ ಮೈತ್ರಿಕೂಟ ಅಧಿಕಾರಕ್ಕೆ ಬರಲಿದೆ. ಯುವಕರಿಗೆ ಉದ್ಯೋಗ ನೀಡುವಲ್ಲಿ ಸರ್ಕಾರ ವಿಫಲವಾಗಿದೆ ಎಂದು ಅವರು ಆರೋಪಿಸಿದರು.: [900, 1873, 1160, 2018]
info-city2: ಬೆಂಗಳೂರು: [740, 341, 787, 356]
left1-body: ಬೆಂಗಳೂರು, ಸೆ.01: ಗ್ರಾಮ ಪಂಚಾಯತಿ ಸಾರ್ವತ್ರಿಕ ಚುನಾವಣೆ ಸಂಬಂಧಿಸಿದಂತೆ ಚುನಾವಣಾ ವೇಳಾಪಟ್ಟಿಯು ಪ್ರಕಟಗೊಂಡಿದೆ ಎಂಬ ಸುಳ್ಳು ಮಾಹಿತಿಯು ಸಾಮಾಜಿಕ ಜಾಲತಾಣಗಳಲ್ಲಿ ಹರಿದಾಡುತ್ತಿದ್ದು, ರಾಜ್ಯ ಚುನಾವಣಾ ಆಯೋಗದಿಂದ ಗ್ರಾಮ ಪಂಚಾಯತಿ ಚುನಾವಣೆಯ ವೇಳಾಪಟ್ಟಿ ಪ್ರಕಟಿಸಿಲ್ಲ ಎಂದು ರಾಜ್ಯ ಚುನಾವಣಾ ಆಯೋಗ ಸ್ಪಷ್ಟಪಡಿಸಿದೆ. ರಾಜ್ಯ ಚುನಾವಣಾ ಆಯೋಗವು ಪತ್ರಿಕಾ ಹಾಗೂ ದೃಶ್ಯ ಮಾಧ್ಯಮ ಮೂಲಕ ಪತ್ರಿಕಾಗೋಷ್ಠಿ ಕರೆದು ಸಾರ್ವತ್ರಿಕ ಚುನಾವಣೆಯ ವೇಳಾಪಟ್ಟಿ ಘೋಷಿಸುತ್ತದೆ. ಆದರಿಂದ, ಪ್ರಸ್ತುತ ಹರಿದಾಡುತ್ತಿರುವ ಚುನಾವಣಾ ವೇಳಾಪಟ್ಟಿಯು ಸುಳ್ಳು ಮಾಹಿತಿಯಾಗಿದ್ದು, ಸಾರ್ವಜನಿಕರು ಸುಳ್ಳು ಸುದ್ದಿಗಳಿಗೆ ಕಿವಿಗೊಡಬಾರದು ಎಂದು ರಾಜ್ಯ ಚುನಾವಣಾ ಆಯೋಗದ ಅಧೀನ ಕಾರ್ಯದರ್ಶಿಗಳು ಪ್ರಕಟಣೆಯಲ್ಲಿ ತಿಳಿಸಿದ್ದಾರೆ.: [49, 453, 265, 628]
edition-raichur: ರಾಯಚೂರು ಆವೃತ್ತಿ : ರಾಯಚೂರು, ಕೊಪ್ಪಳ, ಯಾದಗಿರಿ, ಕಲಬುರಗಿ, ಬಳ್ಳಾರಿ, ವಿಜಯನಗರ, ಬೀದರ: [51, 316, 347, 327]
teaser-2[interactable]: [896, 1718, 1118, 1767]
info-rni: RNI No. 50620/88: [1078, 341, 1202, 356]
